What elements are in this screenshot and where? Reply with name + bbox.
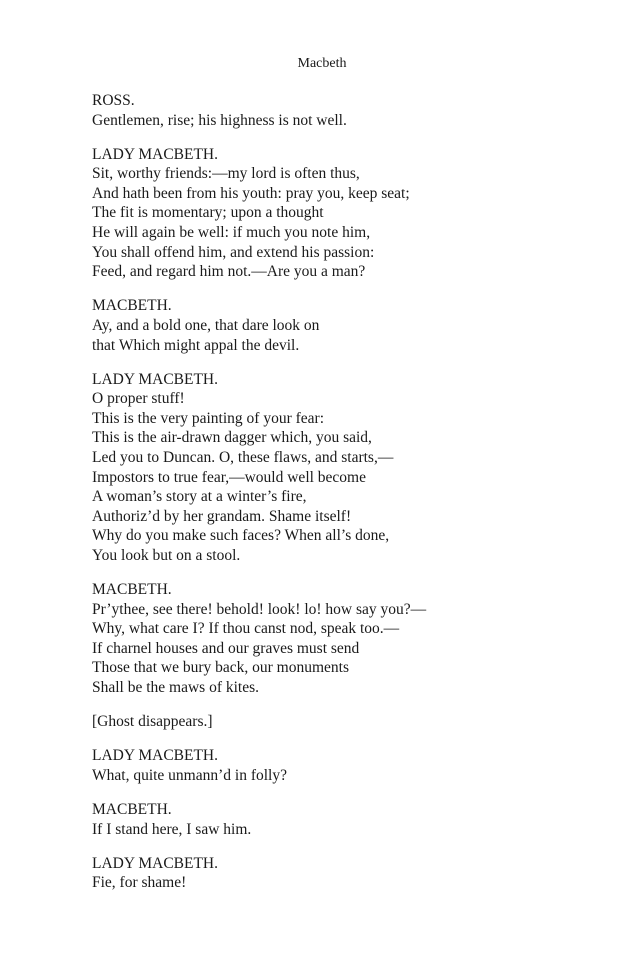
dialogue-line: This is the very painting of your fear: <box>92 409 325 427</box>
dialogue-line: Fie, for shame! <box>92 874 187 892</box>
dialogue-line: If I stand here, I saw him. <box>92 820 252 838</box>
speech-block <box>92 800 426 839</box>
dialogue-line: He will again be well: if much you note him, <box>92 224 371 242</box>
stage-direction: [Ghost disappears.] <box>92 713 213 731</box>
speech-block <box>92 854 426 893</box>
dialogue-line: This is the air-drawn dagger which, you said, <box>92 429 372 447</box>
dialogue-line: O proper stuff! <box>92 390 185 408</box>
dialogue-line: Sit, worthy friends:—my lord is often thus, <box>92 165 360 183</box>
speech-block <box>92 370 426 566</box>
speaker-name: MACBETH. <box>92 800 172 818</box>
dialogue-line: You look but on a stool. <box>92 546 241 564</box>
speaker-name: LADY MACBETH. <box>92 854 219 872</box>
dialogue-line: Why, what care I? If thou canst nod, speak too.— <box>92 620 400 638</box>
play-text <box>92 91 426 907</box>
dialogue-line: Impostors to true fear,—would well become <box>92 468 366 486</box>
header-title-text: Macbeth <box>297 56 347 71</box>
dialogue-line: And hath been from his youth: pray you, keep seat; <box>92 184 410 202</box>
dialogue-line: Authoriz’d by her grandam. Shame itself! <box>92 507 352 525</box>
speech-block <box>92 580 426 698</box>
speech-block <box>92 746 426 785</box>
dialogue-line: The fit is momentary; upon a thought <box>92 204 324 222</box>
dialogue-line: If charnel houses and our graves must send <box>92 639 360 657</box>
speech-block <box>92 712 426 732</box>
speech-block <box>92 91 426 130</box>
speaker-name: LADY MACBETH. <box>92 370 219 388</box>
speaker-name: LADY MACBETH. <box>92 747 219 765</box>
dialogue-line: You shall offend him, and extend his passion: <box>92 243 375 261</box>
dialogue-line: Feed, and regard him not.—Are you a man? <box>92 263 366 281</box>
speaker-name: LADY MACBETH. <box>92 145 219 163</box>
dialogue-line: What, quite unmann’d in folly? <box>92 766 287 784</box>
dialogue-line: Ay, and a bold one, that dare look on <box>92 316 320 334</box>
dialogue-line: Shall be the maws of kites. <box>92 679 260 697</box>
dialogue-line: Gentlemen, rise; his highness is not well. <box>92 111 347 129</box>
dialogue-line: Those that we bury back, our monuments <box>92 659 349 677</box>
dialogue-line: Why do you make such faces? When all’s done, <box>92 527 390 545</box>
speaker-name: ROSS. <box>92 92 135 109</box>
dialogue-line: Led you to Duncan. O, these flaws, and starts,— <box>92 449 394 466</box>
dialogue-line: Pr’ythee, see there! behold! look! lo! how say you?— <box>92 600 427 618</box>
speaker-name: MACBETH. <box>92 581 172 599</box>
dialogue-line: A woman’s story at a winter’s fire, <box>92 488 307 506</box>
page-header-title <box>0 56 638 72</box>
speech-block <box>92 145 426 282</box>
speech-block <box>92 296 426 355</box>
speaker-name: MACBETH. <box>92 297 172 315</box>
dialogue-line: that Which might appal the devil. <box>92 336 300 354</box>
